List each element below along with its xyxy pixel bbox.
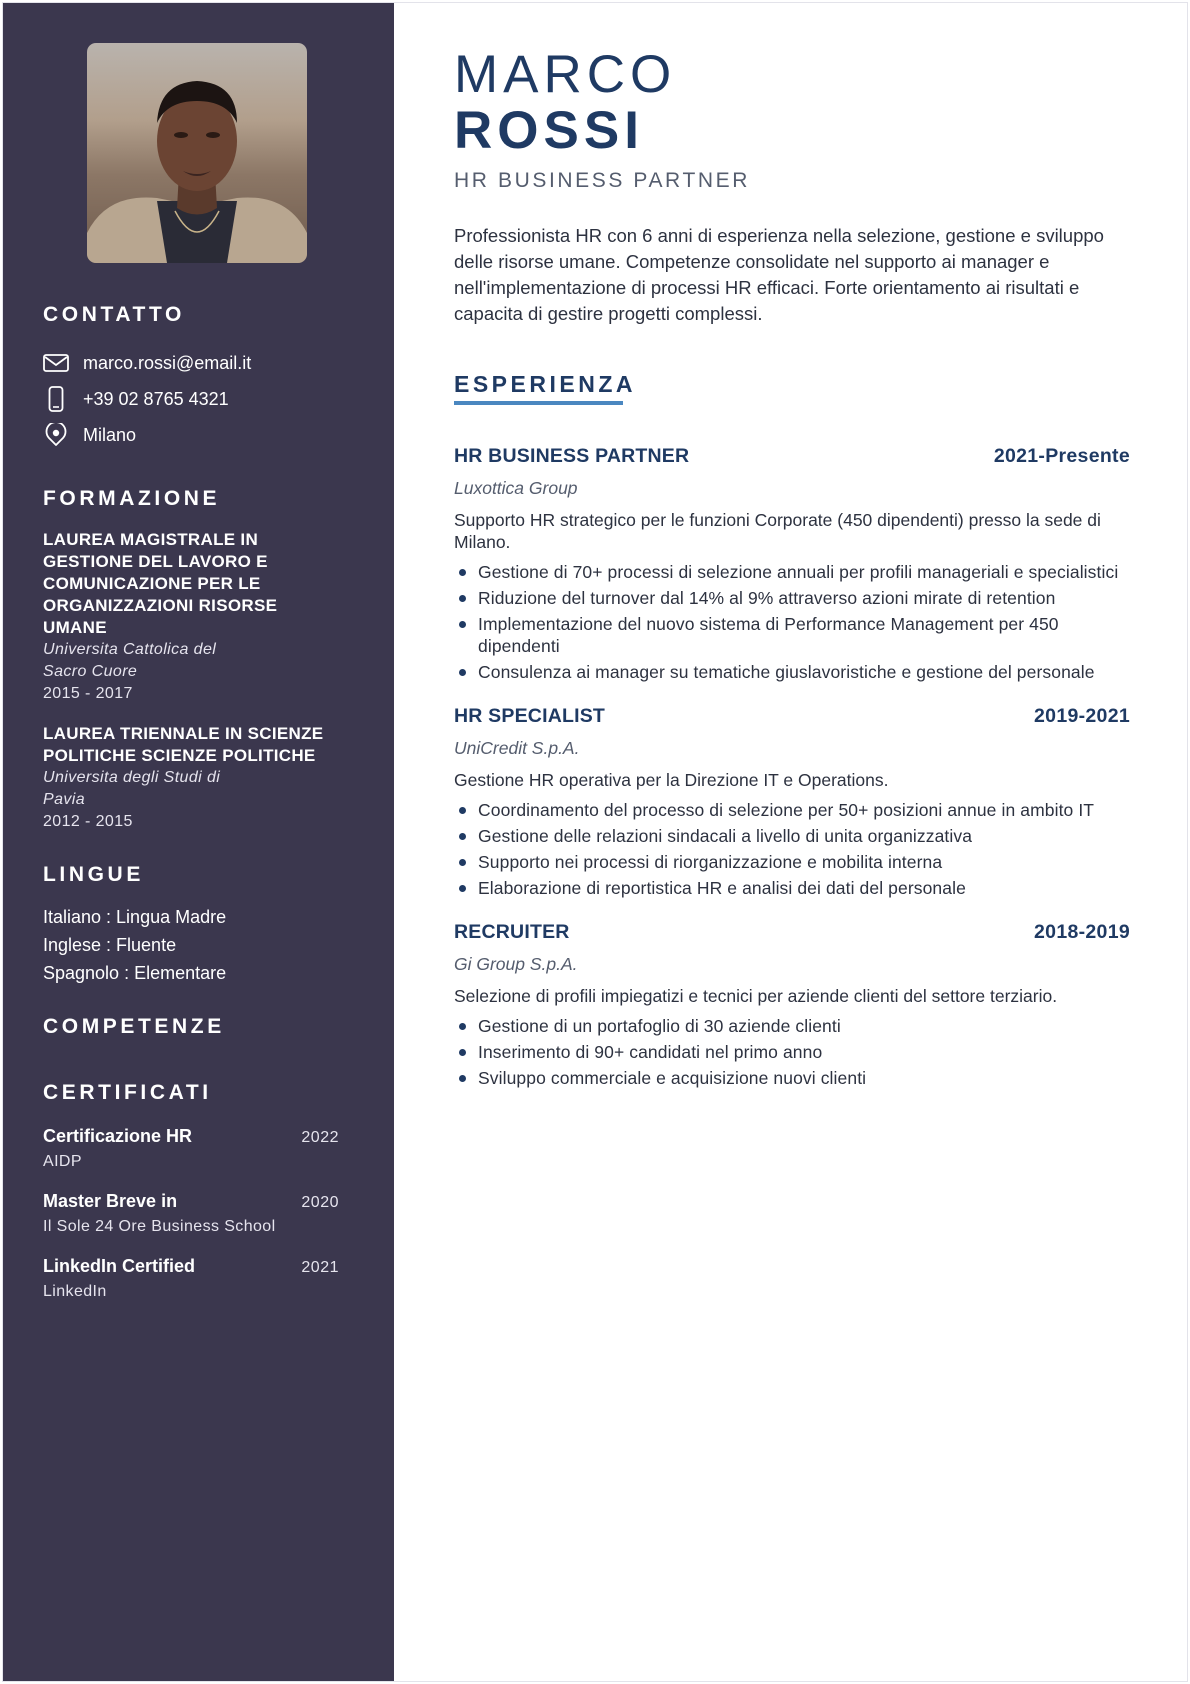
contact-list xyxy=(43,345,394,453)
experience-item xyxy=(454,701,1144,899)
experience-item xyxy=(454,441,1144,683)
contact-section xyxy=(43,303,394,453)
experience-item xyxy=(454,917,1144,1089)
education-school: Universita Cattolica del Sacro Cuore xyxy=(43,641,217,680)
job-bullet: Inserimento di 90+ candidati nel primo anno xyxy=(454,1041,1144,1063)
languages-list xyxy=(43,903,394,987)
bullet-dot-icon xyxy=(459,833,466,840)
education-degree: LAUREA TRIENNALE IN SCIENZE POLITICHE SCIENZE POLITICHE xyxy=(43,724,324,765)
job-role: HR SPECIALIST xyxy=(454,705,606,727)
contact-location xyxy=(43,417,394,453)
job-bullet: Gestione di 70+ processi di selezione annuali per profili manageriali e specialistici xyxy=(454,561,1144,583)
bullet-dot-icon xyxy=(459,595,466,602)
contact-email[interactable] xyxy=(43,345,394,381)
contact-location-text: Milano xyxy=(83,424,137,445)
certificate-name: Certificazione HR xyxy=(43,1126,193,1146)
job-bullet: Riduzione del turnover dal 14% al 9% attraverso azioni mirate di retention xyxy=(454,587,1144,609)
person-portrait-icon xyxy=(87,43,307,263)
last-name: ROSSI xyxy=(454,101,644,160)
job-bullet: Implementazione del nuovo sistema di Performance Management per 450 dipendenti xyxy=(454,613,1144,657)
job-bullets xyxy=(454,561,1144,683)
job-bullet: Supporto nei processi di riorganizzazione e mobilita interna xyxy=(454,851,1144,873)
bullet-dot-icon xyxy=(459,885,466,892)
bullet-dot-icon xyxy=(459,1023,466,1030)
bullet-dot-icon xyxy=(459,669,466,676)
bullet-dot-icon xyxy=(459,621,466,628)
job-company: UniCredit S.p.A. xyxy=(454,738,580,758)
education-school: Universita degli Studi di Pavia xyxy=(43,769,221,808)
certificates-heading: CERTIFICATI xyxy=(43,1081,212,1104)
certificates-section xyxy=(43,1081,394,1305)
bullet-dot-icon xyxy=(459,859,466,866)
certificate-year: 2022 xyxy=(301,1129,339,1146)
phone-icon xyxy=(43,386,69,412)
certificate-item xyxy=(43,1188,339,1240)
language-item: Spagnolo : Elementare xyxy=(43,963,227,983)
job-role: HR BUSINESS PARTNER xyxy=(454,445,690,467)
experience-list xyxy=(454,441,1144,1107)
skills-heading: COMPETENZE xyxy=(43,1015,225,1038)
job-bullet: Coordinamento del processo di selezione per 50+ posizioni annue in ambito IT xyxy=(454,799,1144,821)
job-description: Supporto HR strategico per le funzioni Corporate (450 dipendenti) presso la sede di Milano. xyxy=(454,510,1101,552)
certificate-issuer: LinkedIn xyxy=(43,1283,107,1300)
job-company: Luxottica Group xyxy=(454,478,578,498)
first-name: MARCO xyxy=(454,45,677,104)
education-item xyxy=(43,723,394,833)
certificate-name: Master Breve in xyxy=(43,1191,178,1211)
certificate-name: LinkedIn Certified xyxy=(43,1256,196,1276)
contact-phone-text: +39 02 8765 4321 xyxy=(83,388,229,409)
certificate-issuer: AIDP xyxy=(43,1153,82,1170)
job-bullet: Gestione delle relazioni sindacali a livello di unita organizzativa xyxy=(454,825,1144,847)
location-pin-icon xyxy=(43,422,69,448)
job-bullets xyxy=(454,1015,1144,1089)
education-years: 2015 - 2017 xyxy=(43,685,133,702)
certificate-year: 2020 xyxy=(301,1194,339,1211)
education-years: 2012 - 2015 xyxy=(43,813,133,830)
experience-heading: ESPERIENZA xyxy=(454,371,636,397)
job-dates: 2018-2019 xyxy=(1034,921,1130,943)
job-title: HR BUSINESS PARTNER xyxy=(454,169,751,192)
contact-phone[interactable] xyxy=(43,381,394,417)
contact-email-text: marco.rossi@email.it xyxy=(83,352,252,373)
certificate-item xyxy=(43,1253,339,1305)
bullet-dot-icon xyxy=(459,807,466,814)
certificate-issuer: Il Sole 24 Ore Business School xyxy=(43,1218,276,1235)
languages-heading: LINGUE xyxy=(43,863,144,886)
languages-section xyxy=(43,863,394,987)
job-bullet: Consulenza ai manager su tematiche giuslavoristiche e gestione del personale xyxy=(454,661,1144,683)
bullet-dot-icon xyxy=(459,1075,466,1082)
education-item xyxy=(43,529,394,705)
job-description: Gestione HR operativa per la Direzione IT e Operations. xyxy=(454,770,889,790)
resume-page xyxy=(2,2,1188,1682)
language-item: Italiano : Lingua Madre xyxy=(43,907,227,927)
job-description: Selezione di profili impiegatizi e tecnici per aziende clienti del settore terziario. xyxy=(454,986,1058,1006)
main-content xyxy=(394,3,1187,1681)
bullet-dot-icon xyxy=(459,1049,466,1056)
job-dates: 2019-2021 xyxy=(1034,705,1130,727)
job-bullets xyxy=(454,799,1144,899)
bullet-dot-icon xyxy=(459,569,466,576)
experience-heading-underline xyxy=(454,401,623,405)
contact-heading: CONTATTO xyxy=(43,303,185,326)
job-role: RECRUITER xyxy=(454,921,570,943)
job-bullet: Elaborazione di reportistica HR e analisi dei dati del personale xyxy=(454,877,1144,899)
job-company: Gi Group S.p.A. xyxy=(454,954,578,974)
profile-summary: Professionista HR con 6 anni di esperienza nella selezione, gestione e sviluppo delle risorse umane. Competenze consolidate nel supporto ai manager e nell'implementazione di processi HR efficaci. Forte orientamento ai risultati e capacita di gestire progetti complessi. xyxy=(454,225,1104,324)
skills-section xyxy=(43,1015,394,1039)
education-degree: LAUREA MAGISTRALE IN GESTIONE DEL LAVORO E COMUNICAZIONE PER LE ORGANIZZAZIONI RISORSE UMANE xyxy=(43,530,278,637)
education-heading: FORMAZIONE xyxy=(43,487,221,510)
mail-icon xyxy=(43,350,69,376)
certificate-year: 2021 xyxy=(301,1259,339,1276)
education-list xyxy=(43,529,394,833)
job-dates: 2021-Presente xyxy=(993,445,1130,467)
certificate-item xyxy=(43,1123,339,1175)
job-bullet: Gestione di un portafoglio di 30 aziende clienti xyxy=(454,1015,1144,1037)
certificates-list xyxy=(43,1123,339,1305)
profile-photo xyxy=(87,43,307,263)
job-bullet: Sviluppo commerciale e acquisizione nuovi clienti xyxy=(454,1067,1144,1089)
education-section xyxy=(43,487,394,833)
sidebar xyxy=(3,3,394,1681)
language-item: Inglese : Fluente xyxy=(43,935,177,955)
